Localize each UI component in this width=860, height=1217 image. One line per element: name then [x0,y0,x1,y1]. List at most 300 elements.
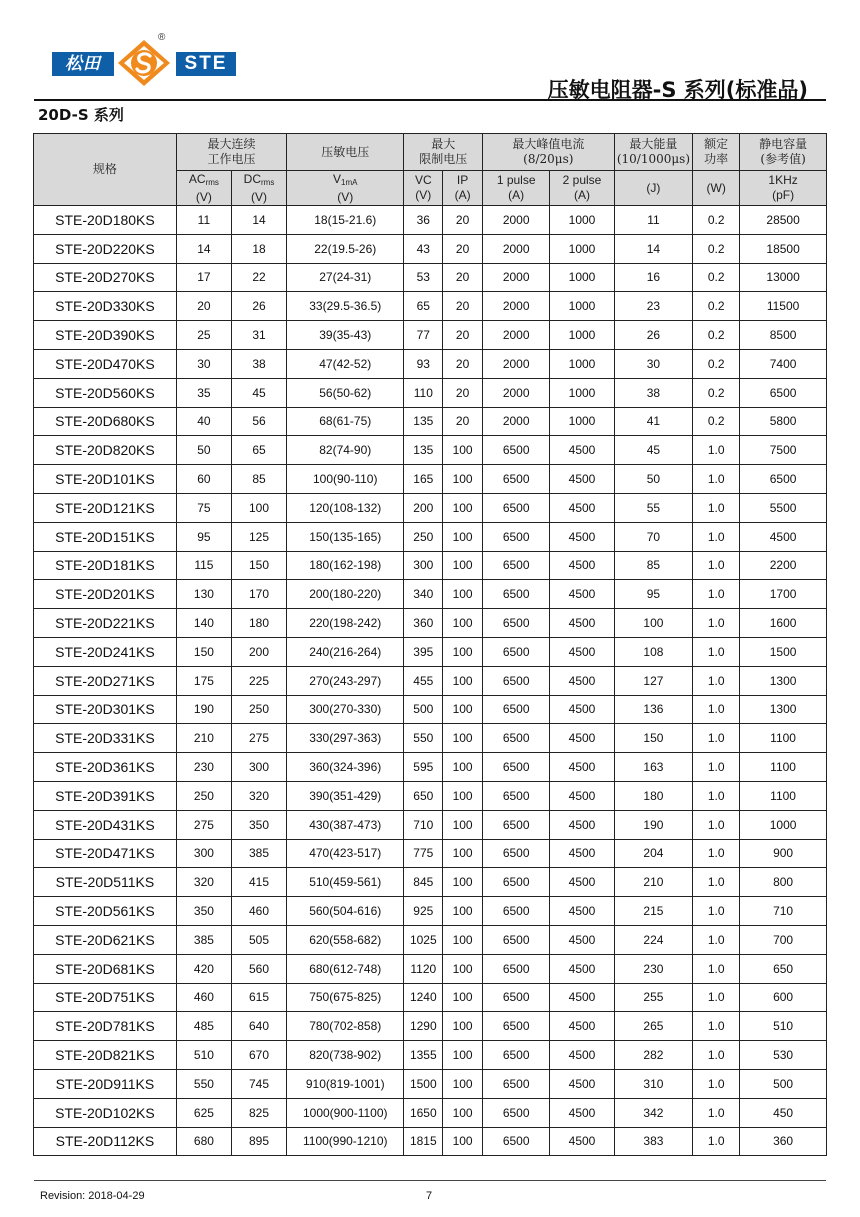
vc-cell: 1240 [404,983,443,1012]
header-varistor-voltage: 压敏电压 [287,134,404,171]
capacitance-cell: 4500 [740,522,827,551]
spec-cell: STE-20D180KS [34,206,177,235]
pulse2-cell: 4500 [550,695,614,724]
ac-cell: 40 [176,407,231,436]
pulse2-cell: 1000 [550,407,614,436]
header-peak-current: 最大峰值电流 (8/20μs) [483,134,615,171]
vc-cell: 110 [404,378,443,407]
pulse2-cell: 4500 [550,1012,614,1041]
spec-cell: STE-20D361KS [34,753,177,782]
table-row [34,983,827,1012]
subheader-capacitance: 1KHz (pF) [740,171,827,206]
vc-cell: 43 [404,234,443,263]
v1ma-cell: 470(423-517) [287,839,404,868]
ac-cell: 11 [176,206,231,235]
pulse1-cell: 2000 [483,263,550,292]
v1ma-cell: 910(819-1001) [287,1069,404,1098]
dc-cell: 560 [231,954,286,983]
energy-cell: 282 [614,1041,693,1070]
table-row [34,695,827,724]
energy-cell: 26 [614,321,693,350]
spec-cell: STE-20D431KS [34,810,177,839]
dc-cell: 56 [231,407,286,436]
ip-cell: 100 [443,609,483,638]
energy-cell: 136 [614,695,693,724]
table-row [34,349,827,378]
header-max-energy: 最大能量 (10/1000μs) [614,134,693,171]
footer-rule [34,1180,826,1181]
spec-cell: STE-20D241KS [34,637,177,666]
energy-cell: 190 [614,810,693,839]
table-row [34,292,827,321]
dc-cell: 170 [231,580,286,609]
pulse2-cell: 4500 [550,436,614,465]
dc-cell: 225 [231,666,286,695]
v1ma-cell: 820(738-902) [287,1041,404,1070]
pulse1-cell: 6500 [483,637,550,666]
dc-cell: 250 [231,695,286,724]
dc-cell: 415 [231,868,286,897]
energy-cell: 38 [614,378,693,407]
logo-brand-text: STE [176,52,236,76]
dc-cell: 300 [231,753,286,782]
ac-cell: 385 [176,925,231,954]
energy-cell: 150 [614,724,693,753]
v1ma-cell: 240(216-264) [287,637,404,666]
spec-cell: STE-20D112KS [34,1127,177,1156]
power-cell: 1.0 [693,839,740,868]
vc-cell: 165 [404,465,443,494]
v1ma-cell: 680(612-748) [287,954,404,983]
pulse1-cell: 6500 [483,609,550,638]
spec-cell: STE-20D391KS [34,781,177,810]
dc-cell: 615 [231,983,286,1012]
vc-cell: 1815 [404,1127,443,1156]
table-row [34,925,827,954]
pulse1-cell: 6500 [483,1098,550,1127]
capacitance-cell: 1300 [740,695,827,724]
v1ma-cell: 120(108-132) [287,493,404,522]
capacitance-cell: 1100 [740,781,827,810]
ip-cell: 20 [443,378,483,407]
ip-cell: 100 [443,551,483,580]
pulse1-cell: 6500 [483,839,550,868]
capacitance-cell: 360 [740,1127,827,1156]
capacitance-cell: 1700 [740,580,827,609]
pulse2-cell: 1000 [550,234,614,263]
capacitance-cell: 1600 [740,609,827,638]
ac-cell: 150 [176,637,231,666]
capacitance-cell: 8500 [740,321,827,350]
pulse1-cell: 6500 [483,695,550,724]
v1ma-cell: 330(297-363) [287,724,404,753]
revision-text: Revision: 2018-04-29 [40,1190,145,1202]
pulse1-cell: 6500 [483,868,550,897]
spec-cell: STE-20D681KS [34,954,177,983]
pulse1-cell: 2000 [483,321,550,350]
dc-cell: 14 [231,206,286,235]
ac-cell: 130 [176,580,231,609]
vc-cell: 650 [404,781,443,810]
table-row [34,637,827,666]
table-row [34,522,827,551]
energy-cell: 45 [614,436,693,465]
vc-cell: 1025 [404,925,443,954]
energy-cell: 255 [614,983,693,1012]
power-cell: 1.0 [693,436,740,465]
registered-mark: ® [158,32,166,43]
dc-cell: 460 [231,897,286,926]
table-row [34,234,827,263]
pulse1-cell: 6500 [483,436,550,465]
header-capacitance: 静电容量 (参考值) [740,134,827,171]
spec-cell: STE-20D301KS [34,695,177,724]
subheader-ac: $AC_{rms}$ (V) [176,171,231,206]
v1ma-cell: 750(675-825) [287,983,404,1012]
pulse2-cell: 1000 [550,263,614,292]
pulse2-cell: 4500 [550,781,614,810]
spec-cell: STE-20D331KS [34,724,177,753]
pulse1-cell: 6500 [483,983,550,1012]
spec-cell: STE-20D561KS [34,897,177,926]
vc-cell: 250 [404,522,443,551]
energy-cell: 310 [614,1069,693,1098]
vc-cell: 925 [404,897,443,926]
vc-cell: 500 [404,695,443,724]
ip-cell: 100 [443,1012,483,1041]
table-row [34,724,827,753]
spec-cell: STE-20D220KS [34,234,177,263]
power-cell: 1.0 [693,868,740,897]
ac-cell: 95 [176,522,231,551]
capacitance-cell: 5500 [740,493,827,522]
energy-cell: 204 [614,839,693,868]
pulse2-cell: 1000 [550,321,614,350]
ac-cell: 140 [176,609,231,638]
header-rated-power: 额定 功率 [693,134,740,171]
ac-cell: 250 [176,781,231,810]
ac-cell: 75 [176,493,231,522]
pulse2-cell: 4500 [550,522,614,551]
energy-cell: 55 [614,493,693,522]
spec-cell: STE-20D511KS [34,868,177,897]
energy-cell: 108 [614,637,693,666]
power-cell: 1.0 [693,983,740,1012]
ip-cell: 100 [443,868,483,897]
table-row [34,493,827,522]
dc-cell: 505 [231,925,286,954]
subheader-2-pulse: 2 pulse (A) [550,171,614,206]
capacitance-cell: 7400 [740,349,827,378]
energy-cell: 50 [614,465,693,494]
ip-cell: 20 [443,263,483,292]
pulse2-cell: 4500 [550,609,614,638]
vc-cell: 395 [404,637,443,666]
pulse1-cell: 6500 [483,753,550,782]
power-cell: 0.2 [693,206,740,235]
ip-cell: 100 [443,580,483,609]
spec-cell: STE-20D270KS [34,263,177,292]
dc-cell: 745 [231,1069,286,1098]
vc-cell: 845 [404,868,443,897]
energy-cell: 230 [614,954,693,983]
v1ma-cell: 18(15-21.6) [287,206,404,235]
energy-cell: 100 [614,609,693,638]
energy-cell: 23 [614,292,693,321]
table-row [34,1098,827,1127]
subheader-watt: (W) [693,171,740,206]
dc-cell: 275 [231,724,286,753]
capacitance-cell: 6500 [740,465,827,494]
pulse2-cell: 1000 [550,206,614,235]
logo-chinese-name: 松田 [52,52,114,76]
table-row [34,465,827,494]
header-spec: 规格 [34,134,177,206]
vc-cell: 93 [404,349,443,378]
table-row [34,263,827,292]
table-row [34,407,827,436]
spec-cell: STE-20D390KS [34,321,177,350]
power-cell: 1.0 [693,522,740,551]
subheader-1-pulse: 1 pulse (A) [483,171,550,206]
dc-cell: 895 [231,1127,286,1156]
ac-cell: 460 [176,983,231,1012]
ip-cell: 100 [443,465,483,494]
spec-cell: STE-20D751KS [34,983,177,1012]
table-row [34,580,827,609]
pulse2-cell: 4500 [550,925,614,954]
subheader-v1ma: $V_{1mA}$ (V) [287,171,404,206]
ip-cell: 100 [443,1069,483,1098]
power-cell: 1.0 [693,1069,740,1098]
v1ma-cell: 27(24-31) [287,263,404,292]
dc-cell: 31 [231,321,286,350]
capacitance-cell: 600 [740,983,827,1012]
ac-cell: 510 [176,1041,231,1070]
ac-cell: 30 [176,349,231,378]
power-cell: 1.0 [693,666,740,695]
ip-cell: 100 [443,1041,483,1070]
vc-cell: 77 [404,321,443,350]
pulse1-cell: 6500 [483,1069,550,1098]
capacitance-cell: 650 [740,954,827,983]
spec-table [33,133,827,1156]
ac-cell: 625 [176,1098,231,1127]
table-row [34,1127,827,1156]
power-cell: 1.0 [693,695,740,724]
pulse2-cell: 1000 [550,349,614,378]
v1ma-cell: 180(162-198) [287,551,404,580]
table-row [34,781,827,810]
ac-cell: 20 [176,292,231,321]
spec-cell: STE-20D271KS [34,666,177,695]
subheader-vc: VC (V) [404,171,443,206]
dc-cell: 18 [231,234,286,263]
capacitance-cell: 1300 [740,666,827,695]
power-cell: 1.0 [693,897,740,926]
pulse2-cell: 4500 [550,551,614,580]
v1ma-cell: 780(702-858) [287,1012,404,1041]
pulse2-cell: 4500 [550,465,614,494]
pulse2-cell: 4500 [550,637,614,666]
vc-cell: 1500 [404,1069,443,1098]
pulse2-cell: 4500 [550,983,614,1012]
pulse2-cell: 4500 [550,753,614,782]
spec-cell: STE-20D911KS [34,1069,177,1098]
vc-cell: 135 [404,407,443,436]
energy-cell: 14 [614,234,693,263]
ac-cell: 25 [176,321,231,350]
header-max-continuous-voltage: 最大连续 工作电压 [176,134,286,171]
v1ma-cell: 33(29.5-36.5) [287,292,404,321]
v1ma-cell: 270(243-297) [287,666,404,695]
pulse1-cell: 6500 [483,925,550,954]
spec-cell: STE-20D121KS [34,493,177,522]
power-cell: 0.2 [693,321,740,350]
capacitance-cell: 710 [740,897,827,926]
dc-cell: 45 [231,378,286,407]
v1ma-cell: 39(35-43) [287,321,404,350]
power-cell: 1.0 [693,810,740,839]
ip-cell: 100 [443,954,483,983]
dc-cell: 825 [231,1098,286,1127]
power-cell: 1.0 [693,551,740,580]
power-cell: 0.2 [693,349,740,378]
energy-cell: 180 [614,781,693,810]
vc-cell: 550 [404,724,443,753]
subheader-ip: IP (A) [443,171,483,206]
dc-cell: 640 [231,1012,286,1041]
pulse1-cell: 6500 [483,493,550,522]
v1ma-cell: 620(558-682) [287,925,404,954]
header-clamping-voltage: 最大 限制电压 [404,134,483,171]
ac-cell: 17 [176,263,231,292]
energy-cell: 383 [614,1127,693,1156]
power-cell: 1.0 [693,1098,740,1127]
capacitance-cell: 6500 [740,378,827,407]
vc-cell: 1650 [404,1098,443,1127]
energy-cell: 342 [614,1098,693,1127]
v1ma-cell: 510(459-561) [287,868,404,897]
capacitance-cell: 1000 [740,810,827,839]
energy-cell: 265 [614,1012,693,1041]
spec-cell: STE-20D560KS [34,378,177,407]
spec-cell: STE-20D621KS [34,925,177,954]
pulse1-cell: 2000 [483,234,550,263]
power-cell: 1.0 [693,637,740,666]
spec-cell: STE-20D102KS [34,1098,177,1127]
v1ma-cell: 68(61-75) [287,407,404,436]
capacitance-cell: 800 [740,868,827,897]
dc-cell: 385 [231,839,286,868]
pulse2-cell: 4500 [550,1127,614,1156]
ip-cell: 100 [443,839,483,868]
power-cell: 1.0 [693,925,740,954]
table-row [34,206,827,235]
pulse2-cell: 4500 [550,954,614,983]
ac-cell: 14 [176,234,231,263]
pulse1-cell: 6500 [483,1041,550,1070]
dc-cell: 350 [231,810,286,839]
pulse1-cell: 2000 [483,292,550,321]
ip-cell: 100 [443,897,483,926]
energy-cell: 11 [614,206,693,235]
spec-cell: STE-20D330KS [34,292,177,321]
v1ma-cell: 200(180-220) [287,580,404,609]
ac-cell: 230 [176,753,231,782]
ip-cell: 20 [443,321,483,350]
v1ma-cell: 300(270-330) [287,695,404,724]
power-cell: 0.2 [693,234,740,263]
pulse2-cell: 4500 [550,1098,614,1127]
capacitance-cell: 7500 [740,436,827,465]
v1ma-cell: 430(387-473) [287,810,404,839]
energy-cell: 41 [614,407,693,436]
vc-cell: 53 [404,263,443,292]
dc-cell: 150 [231,551,286,580]
ip-cell: 20 [443,292,483,321]
vc-cell: 200 [404,493,443,522]
power-cell: 0.2 [693,407,740,436]
energy-cell: 16 [614,263,693,292]
table-row [34,839,827,868]
table-row [34,810,827,839]
v1ma-cell: 1100(990-1210) [287,1127,404,1156]
pulse2-cell: 4500 [550,897,614,926]
pulse2-cell: 4500 [550,724,614,753]
capacitance-cell: 530 [740,1041,827,1070]
capacitance-cell: 11500 [740,292,827,321]
vc-cell: 1355 [404,1041,443,1070]
capacitance-cell: 2200 [740,551,827,580]
v1ma-cell: 360(324-396) [287,753,404,782]
spec-cell: STE-20D181KS [34,551,177,580]
v1ma-cell: 82(74-90) [287,436,404,465]
pulse2-cell: 4500 [550,1069,614,1098]
pulse1-cell: 6500 [483,465,550,494]
vc-cell: 775 [404,839,443,868]
pulse1-cell: 2000 [483,407,550,436]
pulse1-cell: 6500 [483,1127,550,1156]
vc-cell: 455 [404,666,443,695]
energy-cell: 210 [614,868,693,897]
ac-cell: 320 [176,868,231,897]
vc-cell: 1120 [404,954,443,983]
pulse2-cell: 4500 [550,666,614,695]
spec-cell: STE-20D221KS [34,609,177,638]
spec-cell: STE-20D470KS [34,349,177,378]
power-cell: 1.0 [693,724,740,753]
ip-cell: 100 [443,724,483,753]
ac-cell: 50 [176,436,231,465]
capacitance-cell: 1100 [740,753,827,782]
company-logo [52,32,242,88]
ac-cell: 550 [176,1069,231,1098]
table-row [34,378,827,407]
ip-cell: 100 [443,983,483,1012]
pulse1-cell: 6500 [483,897,550,926]
ip-cell: 100 [443,810,483,839]
logo-s-mark-icon [115,38,173,88]
ip-cell: 100 [443,781,483,810]
power-cell: 1.0 [693,493,740,522]
spec-cell: STE-20D821KS [34,1041,177,1070]
v1ma-cell: 22(19.5-26) [287,234,404,263]
spec-cell: STE-20D201KS [34,580,177,609]
pulse2-cell: 4500 [550,580,614,609]
table-row [34,954,827,983]
table-header-row [34,134,827,171]
